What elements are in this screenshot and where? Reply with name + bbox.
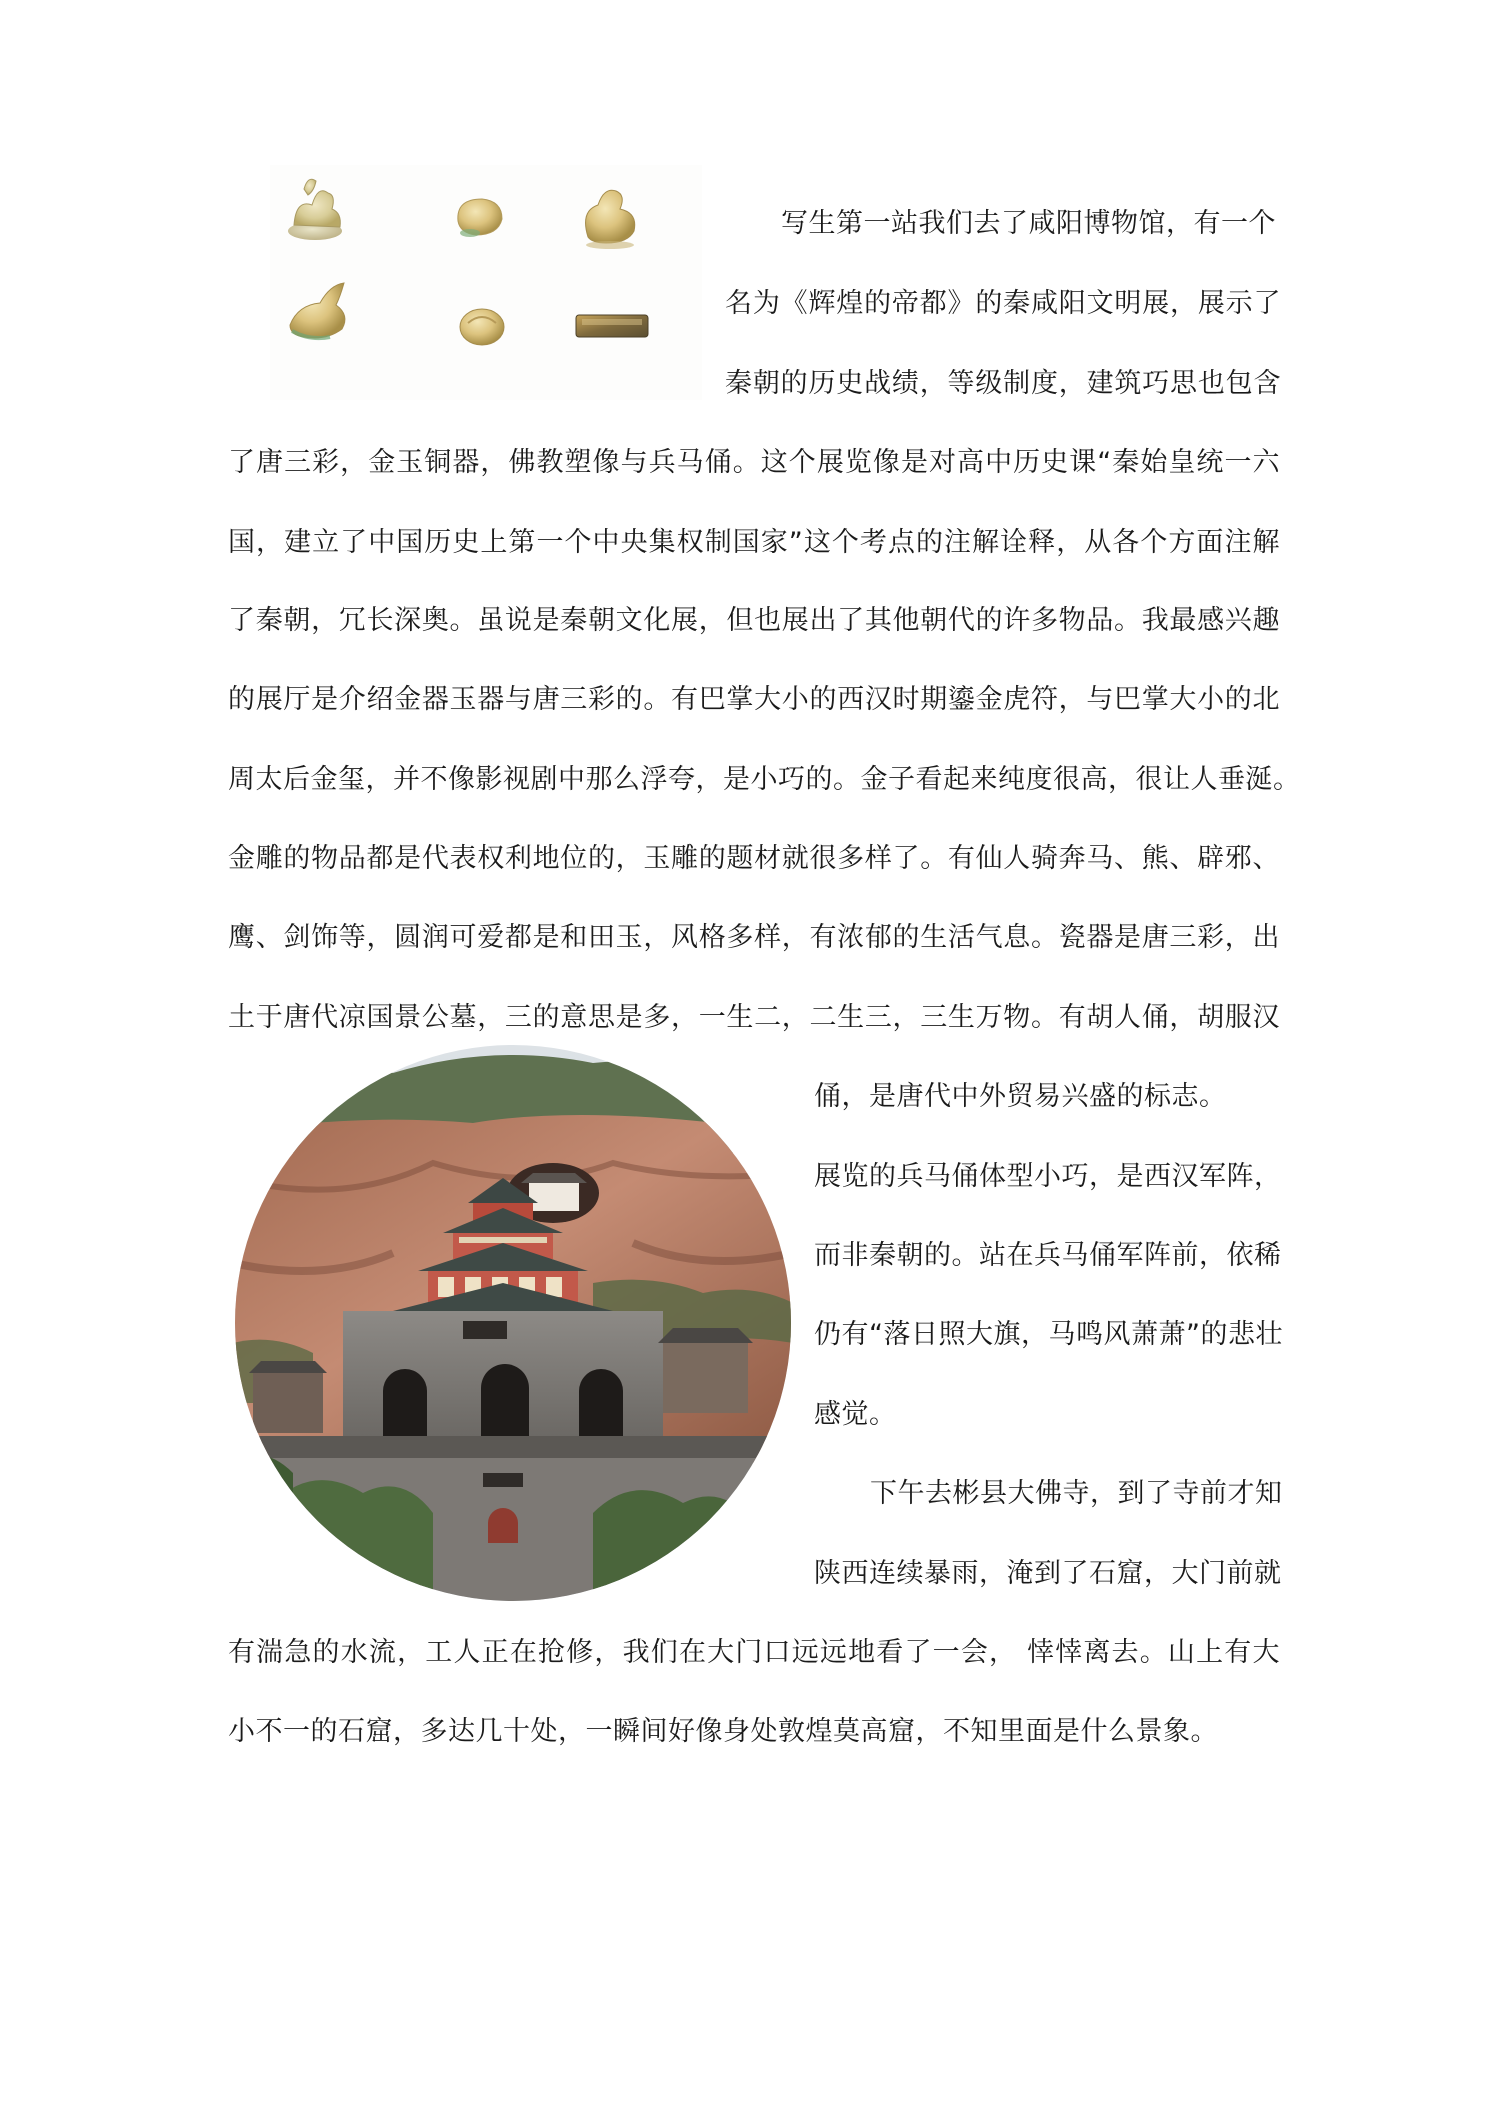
paragraph-line-3: 秦朝的历史战绩，等级制度，建筑巧思也包含 <box>725 368 1281 399</box>
jade-bear <box>458 199 502 237</box>
jade-eagle <box>290 283 345 338</box>
jade-sword-ornament <box>576 315 648 337</box>
paragraph-line-9: 金雕的物品都是代表权利地位的，玉雕的题材就很多样了。有仙人骑奔马、熊、辟邪、 <box>228 843 1280 874</box>
paragraph-line-1: 写生第一站我们去了咸阳博物馆，有一个 <box>781 208 1276 239</box>
paragraph-line-12: 俑，是唐代中外贸易兴盛的标志。 <box>814 1081 1227 1112</box>
temple-photo <box>233 1043 793 1603</box>
paragraph-line-14: 而非秦朝的。站在兵马俑军阵前，依稀 <box>814 1240 1282 1271</box>
jade-beast <box>586 190 635 249</box>
paragraph-line-19: 有湍急的水流，工人正在抢修，我们在大门口远远地看了一会， 悻悻离去。山上有大 <box>228 1637 1280 1668</box>
jade-horse-rider <box>288 179 342 240</box>
paragraph-line-5: 国，建立了中国历史上第一个中央集权制国家”这个考点的注解诠释，从各个方面注解 <box>228 527 1280 558</box>
paragraph-line-6: 了秦朝，冗长深奥。虽说是秦朝文化展，但也展出了其他朝代的许多物品。我最感兴趣 <box>228 605 1280 636</box>
jade-artifacts-image <box>270 165 702 400</box>
paragraph-line-4: 了唐三彩，金玉铜器，佛教塑像与兵马俑。这个展览像是对高中历史课“秦始皇统一六 <box>228 447 1280 478</box>
paragraph-line-2: 名为《辉煌的帝都》的秦咸阳文明展，展示了 <box>725 288 1281 319</box>
jade-round-piece <box>460 309 504 345</box>
paragraph-line-11: 土于唐代凉国景公墓，三的意思是多，一生二，二生三，三生万物。有胡人俑，胡服汉 <box>228 1002 1280 1033</box>
paragraph-line-7: 的展厅是介绍金器玉器与唐三彩的。有巴掌大小的西汉时期鎏金虎符，与巴掌大小的北 <box>228 684 1280 715</box>
paragraph-line-15: 仍有“落日照大旗，马鸣风萧萧”的悲壮 <box>814 1319 1283 1350</box>
paragraph-line-16: 感觉。 <box>814 1399 897 1430</box>
paragraph-line-18: 陕西连续暴雨，淹到了石窟，大门前就 <box>814 1558 1282 1589</box>
paragraph-line-20: 小不一的石窟，多达几十处，一瞬间好像身处敦煌莫高窟，不知里面是什么景象。 <box>228 1716 1218 1747</box>
paragraph-line-13: 展览的兵马俑体型小巧，是西汉军阵， <box>814 1161 1282 1192</box>
paragraph-line-8: 周太后金玺，并不像影视剧中那么浮夸，是小巧的。金子看起来纯度很高，很让人垂涎。 <box>228 764 1301 795</box>
paragraph-line-17: 下午去彬县大佛寺，到了寺前才知 <box>870 1478 1283 1509</box>
paragraph-line-10: 鹰、剑饰等，圆润可爱都是和田玉，风格多样，有浓郁的生活气息。瓷器是唐三彩，出 <box>228 922 1280 953</box>
